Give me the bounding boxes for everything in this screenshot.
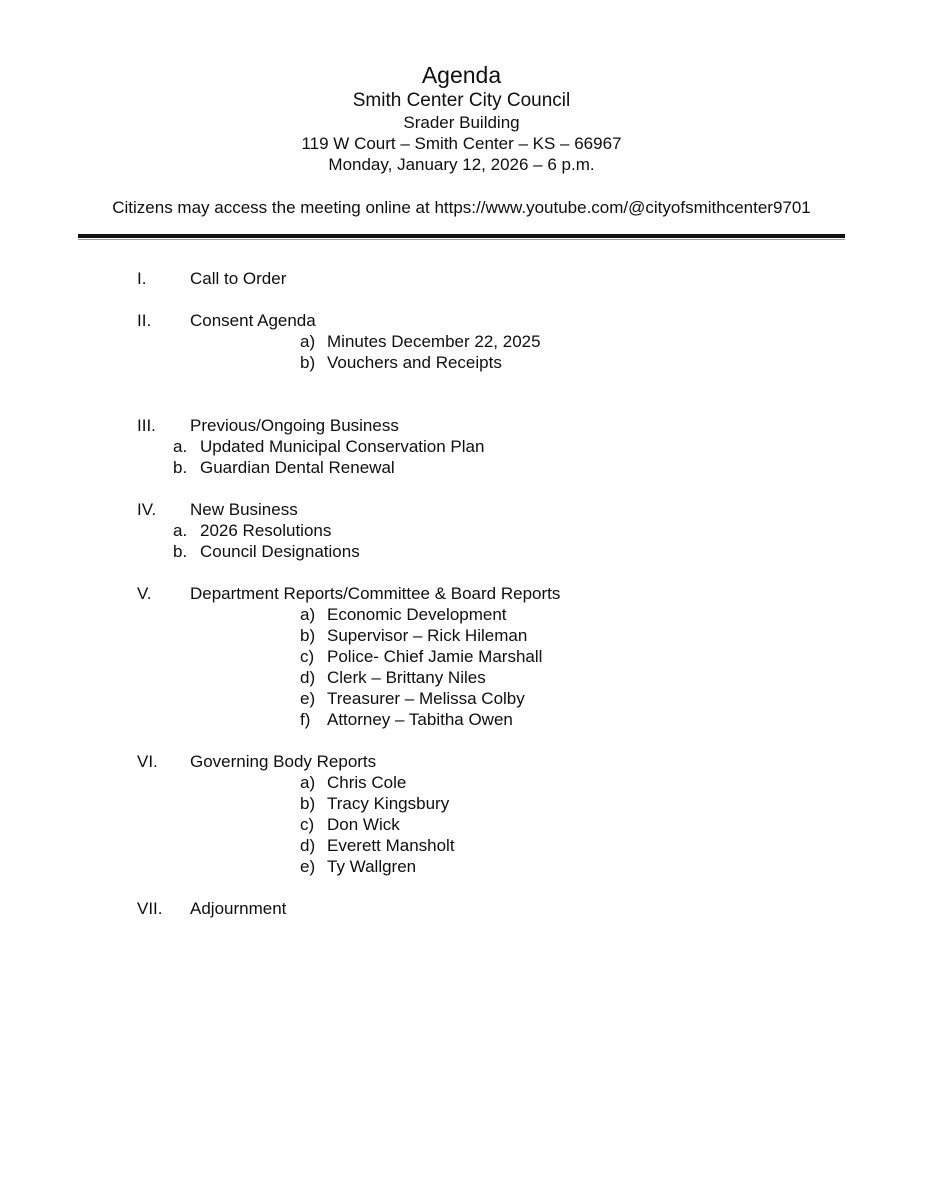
item-text: Vouchers and Receipts [327,353,502,372]
item-text: Council Designations [200,542,360,561]
item-marker: c) [300,647,315,666]
document-header [78,62,845,175]
agenda-item [78,331,845,352]
item-text: Ty Wallgren [327,857,417,876]
section-title: Previous/Ongoing Business [190,416,399,435]
section-heading [78,583,845,604]
agenda-item [78,772,845,793]
section-numeral: III. [137,416,156,435]
divider-thin-line [78,239,845,240]
item-text: Don Wick [327,815,400,834]
agenda-item [78,793,845,814]
building-name: Srader Building [403,113,520,132]
section-heading [78,310,845,331]
section-heading [78,898,845,919]
item-marker: b) [300,626,316,645]
agenda-item [78,646,845,667]
agenda-section [78,268,845,289]
address-line: 119 W Court – Smith Center – KS – 66967 [301,134,622,153]
item-text: Guardian Dental Renewal [200,458,395,477]
item-marker: a) [300,332,316,351]
agenda-item [78,457,845,478]
item-marker: b. [173,458,188,477]
page-title: Agenda [421,62,502,88]
section-title: Call to Order [190,269,287,288]
section-title: New Business [190,500,298,519]
item-text: Chris Cole [327,773,407,792]
section-heading [78,268,845,289]
section-items [78,604,845,730]
item-marker: e) [300,689,316,708]
item-text: Clerk – Brittany Niles [327,668,486,687]
online-access-note: Citizens may access the meeting online at https://www.youtube.com/@cityofsmithcenter9701 [112,198,811,217]
section-heading [78,415,845,436]
section-heading [78,751,845,772]
section-items [78,331,845,373]
item-text: Supervisor – Rick Hileman [327,626,528,645]
section-numeral: IV. [137,500,157,519]
agenda-item [78,814,845,835]
section-numeral: VII. [137,899,163,918]
item-marker: a) [300,605,316,624]
item-marker: e) [300,857,316,876]
section-title: Department Reports/Committee & Board Reports [190,584,561,603]
agenda-item [78,604,845,625]
item-text: 2026 Resolutions [200,521,332,540]
section-items [78,436,845,478]
agenda-item [78,520,845,541]
section-numeral: VI. [137,752,158,771]
item-text: Updated Municipal Conservation Plan [200,437,485,456]
agenda-sections [78,268,845,919]
item-marker: f) [300,710,311,729]
item-text: Police- Chief Jamie Marshall [327,647,543,666]
item-marker: a) [300,773,316,792]
section-numeral: V. [137,584,152,603]
agenda-item [78,436,845,457]
item-marker: d) [300,668,316,687]
meeting-datetime: Monday, January 12, 2026 – 6 p.m. [328,155,595,174]
divider-thick-line [78,234,845,238]
item-text: Everett Mansholt [327,836,455,855]
organization-name: Smith Center City Council [352,90,571,111]
agenda-section [78,583,845,730]
item-text: Tracy Kingsbury [327,794,450,813]
agenda-item [78,667,845,688]
item-text: Attorney – Tabitha Owen [327,710,513,729]
item-marker: c) [300,815,315,834]
item-marker: b) [300,353,316,372]
header-divider-rule [78,234,845,240]
agenda-item [78,625,845,646]
item-text: Minutes December 22, 2025 [327,332,541,351]
item-marker: a. [173,521,188,540]
section-numeral: I. [137,269,147,288]
section-numeral: II. [137,311,152,330]
item-text: Treasurer – Melissa Colby [327,689,525,708]
section-title: Governing Body Reports [190,752,377,771]
section-title: Adjournment [190,899,287,918]
item-marker: b) [300,794,316,813]
section-title: Consent Agenda [190,311,316,330]
agenda-section [78,415,845,478]
agenda-section [78,751,845,877]
item-marker: d) [300,836,316,855]
agenda-item [78,688,845,709]
section-heading [78,499,845,520]
agenda-section [78,898,845,919]
agenda-section [78,499,845,562]
item-marker: a. [173,437,188,456]
agenda-item [78,709,845,730]
item-marker: b. [173,542,188,561]
section-items [78,520,845,562]
item-text: Economic Development [327,605,507,624]
agenda-item [78,835,845,856]
agenda-item [78,856,845,877]
agenda-section [78,310,845,373]
agenda-item [78,541,845,562]
section-items [78,772,845,877]
agenda-item [78,352,845,373]
